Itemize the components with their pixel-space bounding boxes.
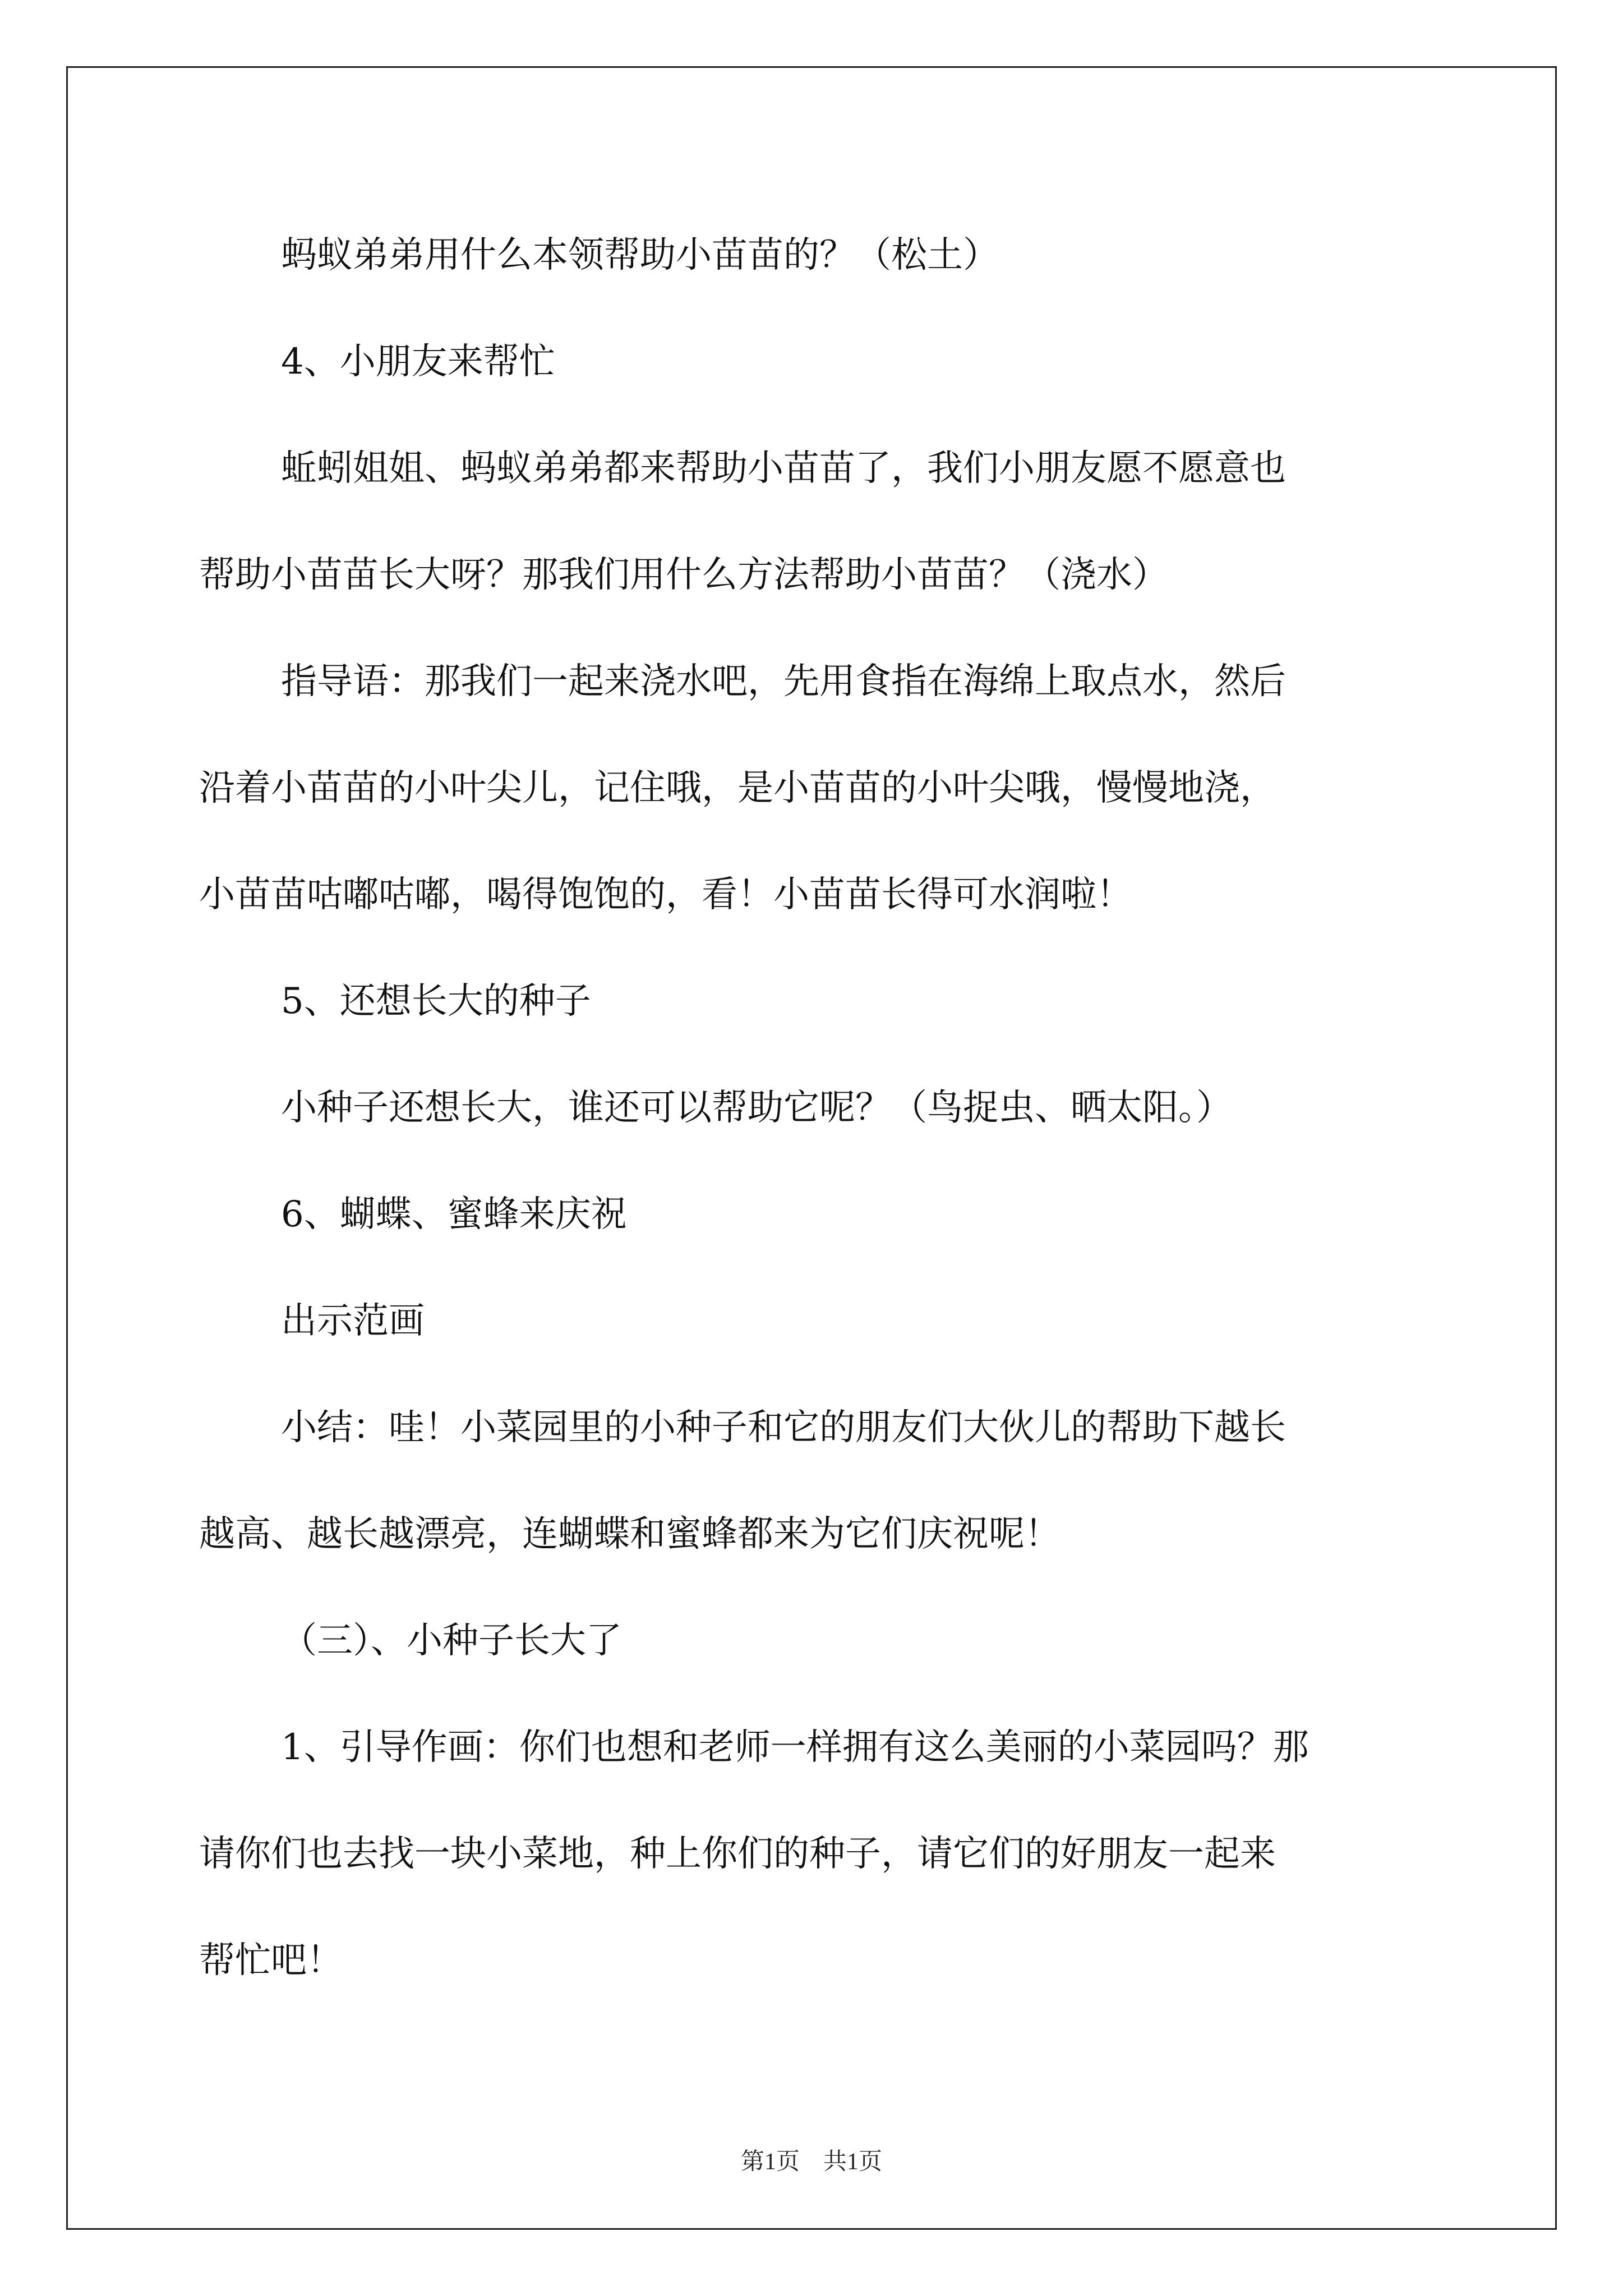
paragraph-line: 1、引导作画：你们也想和老师一样拥有这么美丽的小菜园吗？那 [281,1727,1309,1768]
paragraph-line: 小苗苗咕嘟咕嘟，喝得饱饱的，看！小苗苗长得可水润啦！ [199,874,1132,915]
section-heading: 4、小朋友来帮忙 [281,341,555,383]
section-heading: （三）、小种子长大了 [281,1620,622,1662]
paragraph-line: 指导语：那我们一起来浇水吧，先用食指在海绵上取点水，然后 [281,661,1286,702]
paragraph-line: 蚂蚁弟弟用什么本领帮助小苗苗的？（松土） [281,234,999,276]
paragraph-line: 请你们也去找一块小菜地，种上你们的种子，请它们的好朋友一起来 [199,1833,1276,1875]
paragraph-line: 小结：哇！小菜园里的小种子和它的朋友们大伙儿的帮助下越长 [281,1407,1286,1448]
section-heading: 6、蝴蝶、蜜蜂来庆祝 [281,1194,627,1235]
paragraph-line: 越高、越长越漂亮，连蝴蝶和蜜蜂都来为它们庆祝呢！ [199,1513,1061,1555]
paragraph-line: 出示范画 [281,1300,425,1342]
paragraph-line: 帮忙吧！ [199,1940,343,1981]
paragraph-line: 帮助小苗苗长大呀？那我们用什么方法帮助小苗苗？（浇水） [199,554,1168,596]
paragraph-line: 小种子还想长大，谁还可以帮助它呢？（鸟捉虫、晒太阳。） [281,1087,1232,1129]
paragraph-line: 蚯蚓姐姐、蚂蚁弟弟都来帮助小苗苗了，我们小朋友愿不愿意也 [281,448,1286,489]
page-footer: 第1页 共1页 [740,2149,882,2175]
paragraph-line: 沿着小苗苗的小叶尖儿，记住哦，是小苗苗的小叶尖哦，慢慢地浇， [199,767,1276,809]
section-heading: 5、还想长大的种子 [281,981,591,1022]
document-body [199,202,1430,2014]
